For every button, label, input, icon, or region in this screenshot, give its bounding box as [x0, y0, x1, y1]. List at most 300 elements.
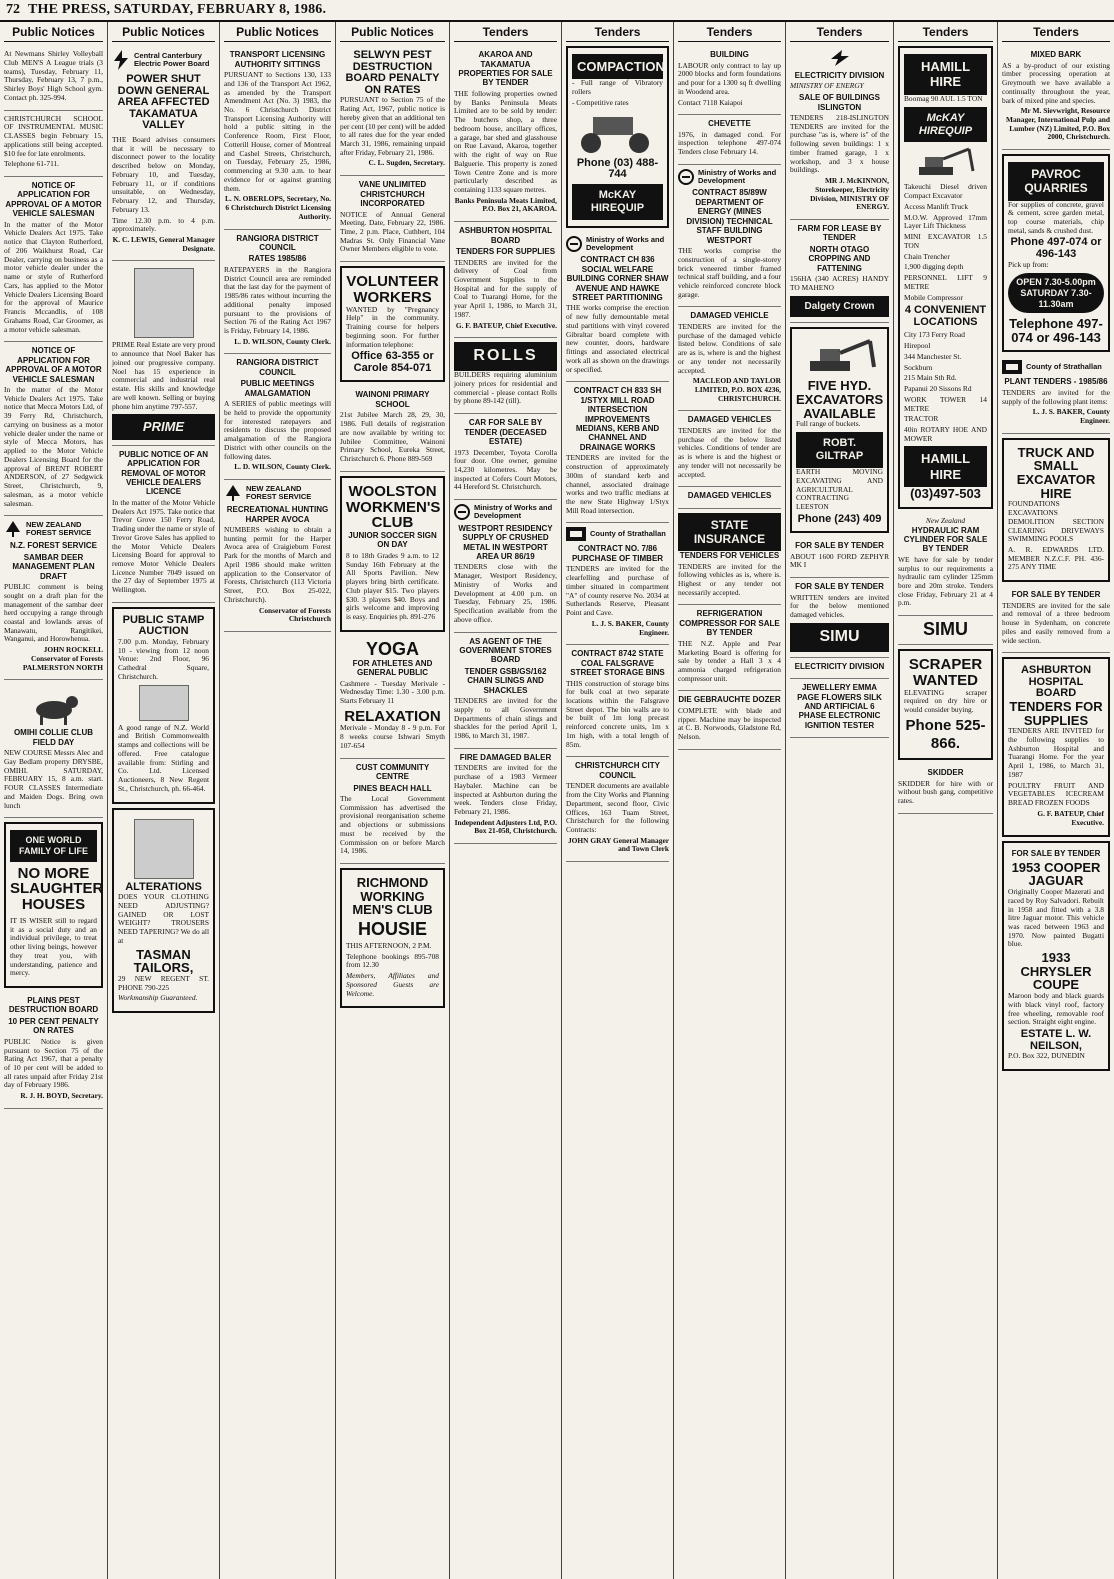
- notice-heading: NOTICE OF APPLICATION FOR APPROVAL OF A MOTOR VEHICLE SALESMAN: [5, 346, 102, 384]
- notice-signature: JOHN ROCKELL Conservator of Forests PALMERSTON NORTH: [22, 645, 103, 672]
- tender-akaroa-properties: [454, 46, 557, 222]
- tender-heading: ELECTRICITY DIVISION: [794, 661, 885, 671]
- notice-phone: Telephone 61-711.: [4, 159, 60, 169]
- notice-salesman-1: [4, 177, 103, 342]
- equipment-label: WORK TOWER 14 METRE: [904, 394, 987, 413]
- notice-subheading: PUBLIC MEETINGS AMALGAMATION: [240, 379, 315, 398]
- tender-text: 156HA (340 ACRES) HANDY TO MAHENO: [790, 274, 889, 292]
- notice-community-centres: [340, 759, 445, 864]
- tender-heading: AS AGENT OF THE GOVERNMENT STORES BOARD: [459, 636, 552, 665]
- tender-heading: TENDERS FOR VEHICLES: [679, 551, 780, 561]
- equipment-label: TRACTOR: [904, 414, 939, 424]
- tender-text: TENDERS are invited for the sale and removal of a three bedroom house in Sydenham, on concrete piles and easily removed from a wide section.: [1002, 600, 1110, 645]
- column-heading: Tenders: [898, 22, 993, 42]
- tender-text: ABOUT 1600 FORD ZEPHYR MK I: [790, 551, 889, 570]
- stamp-time: 7.00 p.m. Monday, February 10 - viewing from 12 noon Venue: 2nd Floor, 96 Cathedral Square, Christchurch.: [118, 637, 209, 681]
- tender-text: LABOUR only contract to lay up 2000 blocks and form foundations and pour for a 1300 sq ft dwelling in Woodend area.: [678, 60, 781, 96]
- tender-heading: JEWELLERY EMMA PAGE FLOWERS SILK AND ARTIFICIAL 6 PHASE ELECTRONIC IGNITION TESTER: [797, 683, 882, 730]
- tender-heading: REFRIGERATION COMPRESSOR FOR SALE BY TENDER: [679, 609, 780, 638]
- tender-heading: ASHBURTON HOSPITAL BOARD: [458, 226, 553, 245]
- pickup-label: Pick up from:: [1008, 259, 1049, 269]
- forest-logo: [4, 520, 103, 538]
- tender-text: TENDERS are invited for the purchase of a 1983 Vermeer Haybaler. Machine can be inspected at Ashburton during the week. Tenders close Friday, February 21, 1986.: [454, 763, 557, 816]
- notice-text: 21st Jubilee March 28, 29, 30, 1986. Full details of registration are now available by writing to: Jubilee Committee, Wainoni Primary School, Eureka Street, Christchurch 6. Phone 889-569: [340, 410, 445, 464]
- notice-signature: C. L. Sugden, Secretary.: [368, 158, 445, 168]
- simu-logo: SIMU: [923, 619, 968, 640]
- location-item: Hirepool: [904, 341, 931, 351]
- notice-heading: PLAINS PEST DESTRUCTION BOARD: [8, 996, 99, 1015]
- dalgety-logo: Dalgety Crown: [790, 296, 889, 318]
- page-columns: [0, 22, 1114, 1579]
- estate-name: ESTATE L. W. NEILSON,: [1020, 1028, 1092, 1052]
- pavroc-telephone: Telephone 497-074 or 496-143: [1009, 316, 1103, 345]
- column-7: [674, 22, 786, 1579]
- tender-heading: FOR SALE BY TENDER: [795, 582, 884, 592]
- tender-signature: Banks Peninsula Meats Limited, P.O. Box 21, AKAROA.: [454, 195, 557, 214]
- notice-subheading: N.Z. FOREST SERVICE: [10, 541, 97, 551]
- tender-heading: AKAROA AND TAKAMATUA PROPERTIES FOR SALE BY TENDER: [458, 50, 553, 88]
- giltrap-text: EARTH MOVING EXCAVATING AND AGRICULTURAL CONTRACTING LEESTON: [796, 467, 883, 511]
- compaction-line-2: - Competitive rates: [572, 97, 629, 107]
- notice-text: In the matter of the Motor Vehicle Dealers Act 1975. Take notice that Mecca Motors Ltd, of 39 Ferry Rd, Christchurch, carrying on business as a motor vehicle dealer under the name or style of Mecca Motors, has applied to the Motor Vehicle Dealers Licensing Board for the approval of BRENT ROBERT ANDERSON, of 27 Sedgwick Street, Christchurch, 9, salesman, as a motor vehicle salesman.: [4, 385, 103, 508]
- notice-wainoni-school: [340, 386, 445, 471]
- notice-text: PURSUANT to Sections 130, 133 and 136 of the Transport Act 1962, as amended by the Transport Amendment Act (No. 3) 1983, the No. 6 Christchurch District Transport Licensing Authority will hold a public sitting in the Conference Room, First Floor, Cotterill House, corner of Montreal and Cashel Streets, Christchurch, on Tuesday, February 25, 1986, commencing at 9.30 a.m. to hear evidence for or against granting them.: [224, 70, 331, 193]
- alter-heading: ALTERATIONS: [125, 880, 202, 893]
- tender-fire-damaged-baler: [454, 749, 557, 844]
- notice-music-school: [4, 111, 103, 177]
- location-item: Papanui 20 Sissons Rd: [904, 384, 972, 394]
- tender-heading: HYDRAULIC RAM CYLINDER FOR SALE BY TENDER: [903, 525, 988, 554]
- notice-plains-pest: [4, 992, 103, 1109]
- ashburton-heading: ASHBURTON HOSPITAL BOARD: [1020, 664, 1092, 700]
- tender-signature: MR J. McKINNON, Storekeeper, Electricity Division, MINISTRY OF ENERGY.: [810, 176, 889, 212]
- tender-text: THE works comprise the construction of a single-storey brick veneered timber framed technical staff building, and a four vehicle reinforced concrete block garage.: [678, 246, 781, 299]
- notice-heading: PINES BEACH HALL: [353, 783, 432, 793]
- notice-woolston-club: [340, 476, 445, 632]
- notice-transport-licensing: [224, 46, 331, 229]
- giltrap-name: ROBT. GILTRAP: [796, 432, 883, 468]
- ad-text: BUILDERS requiring aluminium joinery prices for residential and commercial - please contact Rolls by phone 89-142 (till).: [454, 370, 557, 406]
- newspaper-title: THE PRESS, SATURDAY, FEBRUARY 8, 1986.: [28, 2, 327, 17]
- tender-electricity-2: [790, 658, 889, 679]
- chrysler-heading: 1933 CHRYSLER COUPE: [1020, 950, 1092, 993]
- tender-text: 1973 December, Toyota Corolla four door. One owner, genuine 14,230 kilometres. May be inspected at Cofers Court Motors, 44 Hereford St. Christchurch.: [454, 447, 557, 492]
- tender-refrigeration: [678, 605, 781, 691]
- tender-text: TENDERS are invited for the supply to all Government Departments of chain slings and shackles for the period April 1, 1986, to March 31, 1987.: [454, 696, 557, 741]
- mow-logo: [454, 504, 557, 521]
- housie-footer: Members, Affiliates and Sponsored Guests are Welcome.: [346, 971, 439, 998]
- notice-signature: L. D. WILSON, County Clerk.: [234, 336, 331, 346]
- tender-text: THE N.Z. Apple and Pear Marketing Board is offering for sale by tender a Hall 3 x 4 ammonia charged refrigeration compressor unit.: [678, 638, 781, 683]
- notice-text: In the matter of the Motor Vehicle Dealers Act 1975. Take notice that Clayton Rutherford, of 206 Waikhurst Road, Car Dealer, carrying on business as a motor vehicle dealer under the name or style of Rutherford Cars, has applied to the Motor Vehicle Dealers Licensing Board for the approval of Maurice Francis Mccandlis, of 108 Grahams Road, Car Groomer, as a motor vehicle salesman.: [4, 219, 103, 334]
- compaction-heading: COMPACTION: [572, 54, 663, 79]
- tender-mow-crushed-metal: [454, 500, 557, 632]
- tender-ford-zephyr: [790, 537, 889, 578]
- notice-text: Cashmere - Tuesday Merivale - Wednesday Time: 1.30 - 3.00 p.m. Starts February 11: [340, 678, 445, 705]
- relaxation-heading: RELAXATION: [344, 707, 441, 725]
- tailor-firm: TASMAN TAILORS,: [133, 946, 194, 976]
- mow-logo: [678, 169, 781, 186]
- tender-farm-lease: [790, 220, 889, 323]
- scraper-text: ELEVATING scraper required on dry hire or would consider buying.: [904, 687, 987, 715]
- tender-hydraulic-ram: [898, 513, 993, 616]
- column-3: [220, 22, 336, 1579]
- tender-damaged-vehicle: [678, 307, 781, 411]
- location-item: City 173 Ferry Road: [904, 330, 965, 340]
- tender-signature: JOHN GRAY General Manager and Town Clerk: [567, 835, 669, 854]
- figure-illustration: [134, 819, 194, 879]
- tender-ashburton-supplies: [1002, 657, 1110, 837]
- notice-text: A SERIES of public meetings will be held to provide the opportunity for interested ratepayers and residents to discuss the proposed amalgamation of the Rangiora District with other councils on the following dates.: [224, 399, 331, 461]
- notice-signature: L. D. WILSON, County Clerk.: [234, 462, 331, 472]
- tender-damaged-vehicles-2: [678, 411, 781, 487]
- roller-icon: [573, 111, 663, 155]
- jaguar-heading: 1953 COOPER JAGUAR: [1011, 859, 1101, 889]
- tender-subheading: TENDERS FOR SUPPLIES: [455, 247, 556, 257]
- tender-damaged-vehicles-3: [678, 487, 781, 508]
- state-insurance-logo: STATE INSURANCE: [678, 513, 781, 551]
- tender-mow-social-welfare: [566, 232, 669, 383]
- mow-brand: Ministry of Works and Development: [474, 503, 553, 521]
- notice-text: PURSUANT to Section 75 of the Rating Act, 1967, public notice is hereby given that an additional ten per cent (10 per cent) will be added to all rates due for the year ended March 31, 1986, remaining unpaid after Friday, February 21, 1986.: [340, 95, 445, 157]
- notice-salesman-2: [4, 342, 103, 516]
- notice-text: A good range of N.Z. World and British Commonwealth stamps and collections will be offered. Free catalogue available from: Stirling and Co. Ltd. Licensed Auctioneers, 8 New Regent St., Christchurch, ph. 66-464.: [118, 722, 209, 793]
- tailor-footer: Workmanship Guaranteed.: [118, 993, 198, 1003]
- column-heading: Public Notices: [224, 22, 331, 42]
- volunteer-phone: Office 63-355 or Carole 854-071: [351, 350, 434, 374]
- notice-heading: RECREATIONAL HUNTING HARPER AVOCA: [226, 505, 329, 524]
- tender-car-deceased: [454, 414, 557, 500]
- tender-heading: CONTRACT CH 836 SOCIAL WELFARE BUILDING CORNER SHAW AVENUE AND HAWKE STREET PARTITIONING: [566, 255, 669, 302]
- tender-heading: CONTRACT NO. 7/86 PURCHASE OF TIMBER: [571, 544, 664, 563]
- notice-signature: R. J. H. BOYD, Secretary.: [20, 1091, 103, 1101]
- tender-text: TENDERS ARE INVITED for the following supplies to Ashburton Hospital and Tuarangi Home. For the year April 1, 1986, to March 31, 1987: [1008, 726, 1104, 779]
- mckay-logo: McKAY HIREQUIP: [572, 184, 663, 220]
- notice-text: RATEPAYERS in the Rangiora District Council area are reminded that the last day for the payment of 1985/86 rates without incurring the additional penalty imposed pursuant to the provisions of Section 76 of the Rating Act 1967 is Friday, February 14, 1986.: [224, 264, 331, 335]
- column-heading: Public Notices: [340, 22, 445, 42]
- ashburton-subheading: TENDERS FOR SUPPLIES: [1009, 698, 1103, 728]
- notice-text: PUBLIC comment is being sought on a draft plan for the management of the sambar deer herd occupying a range through coastal and lowlands areas of Manawatu, Rangitikei, Wanganui, and Horowhenua.: [4, 582, 103, 644]
- notice-subheading: JUNIOR SOCCER SIGN ON DAY: [348, 531, 437, 550]
- selwyn-heading: SELWYN PEST DESTRUCTION BOARD PENALTY ON RATES: [345, 49, 440, 96]
- tender-contact: Contact 7118 Kaiapoi: [678, 97, 743, 107]
- equipment-label: Mobile Compressor: [904, 292, 963, 302]
- tender-text: TENDERS are invited for the delivery of Coal from Government Supplies to the Hospital and for the supply of Coal to Tuarangi Home, for the year April 1, 1986, to March 31, 1987.: [454, 257, 557, 319]
- page-number: 72: [6, 2, 20, 17]
- tender-text: TENDERS are invited for the supply of the following plant items:: [1002, 387, 1110, 406]
- notice-subheading: 10 PER CENT PENALTY ON RATES: [8, 1016, 99, 1036]
- family-heading: ONE WORLD FAMILY OF LIFE: [10, 830, 97, 861]
- tender-heading: BUILDING: [710, 50, 749, 60]
- column-heading: Tenders: [566, 22, 669, 42]
- tender-text: WRITTEN tenders are invited for the below mentioned damaged vehicles.: [790, 592, 889, 620]
- notice-text: NEW COURSE Messrs Alec and Gay Bedlam property DRYSBE, OMIHI. SATURDAY, FEBRUARY 15, 8 a.m. start. FOUR CLASSES Intermediate and Maiden Dogs. Bring own lunch: [4, 748, 103, 810]
- notice-power-shutdown: [112, 46, 215, 261]
- cce-brand: Central Canterbury Electric Power Board: [134, 50, 210, 69]
- mckay-logo: McKAY HIREQUIP: [904, 107, 987, 143]
- mow-logo: [566, 236, 669, 253]
- notice-prime-real-estate: [112, 261, 215, 445]
- ad-truck-excavator-hire: [1002, 438, 1110, 582]
- ed-sub: MINISTRY OF ENERGY: [790, 81, 864, 91]
- tender-heading: FIRE DAMAGED BALER: [459, 752, 552, 762]
- notice-heading: PUBLIC NOTICE OF AN APPLICATION FOR REMOVAL OF MOTOR VEHICLE DEALERS LICENCE: [118, 449, 209, 497]
- ed-brand: ELECTRICITY DIVISION: [794, 70, 885, 80]
- housie-phone: Telephone bookings 895-708 from 12.30: [346, 951, 439, 970]
- dog-icon: [24, 686, 84, 726]
- compact-excavator-icon: [911, 145, 981, 181]
- tender-text: THE works comprise the erection of new fully demountable metal stud partitions with vinyl covered Gibraltar board complete with new counter, doors, hardware fittings and associated electrical work all as shown on the drawings or specified.: [566, 303, 669, 374]
- compaction-phone: Phone (03) 488-744: [576, 156, 659, 181]
- strath-brand: County of Strathallan: [590, 529, 666, 539]
- truck-signature: A. R. EDWARDS LTD. MEMBER N.Z.C.F. PH. 436-275 ANY TIME: [1008, 545, 1104, 572]
- notice-forest-service: [4, 516, 103, 680]
- skidder-heading: SKIDDER: [927, 768, 964, 778]
- tender-text: THIS construction of storage bins for bulk coal at two separate locations within the Falsgrave Street depot. The bin walls are to be built of 1m long precast reinforced concrete units, 1m x 1m high, with a total length of 85m.: [566, 678, 669, 749]
- compaction-line-1: - Full range of Vibratory rollers: [572, 78, 663, 97]
- pavroc-logo: PAVROC QUARRIES: [1008, 162, 1104, 200]
- tender-text: 1976, in damaged cond. For inspection telephone 497-074 Tenders close February 14.: [678, 129, 781, 157]
- notice-heading: RANGIORA DISTRICT COUNCIL: [236, 358, 319, 377]
- locations-heading: 4 CONVENIENT LOCATIONS: [904, 304, 987, 328]
- notice-signature: Conservator of Forests Christchurch: [259, 605, 331, 624]
- tender-subheading: TENDER GSB/GS/162 CHAIN SLINGS AND SHACKLES: [464, 666, 547, 695]
- ad-compaction: [566, 46, 669, 228]
- tender-mow-styx-mill: [566, 382, 669, 523]
- estate-address: P.O. Box 322, DUNEDIN: [1008, 1051, 1085, 1061]
- notice-selwyn-pest: [340, 46, 445, 176]
- notice-recreational-hunting: [224, 480, 331, 632]
- tender-text: WE have for sale by tender surplus to our requirements a hydraulic ram cylinder 125mm bore and 20m stroke. Tenders close Friday, February 21 at 4 p.m.: [898, 554, 993, 608]
- notice-yoga: [340, 636, 445, 759]
- location-item: 344 Manchester St.: [904, 351, 962, 361]
- strath-brand: County of Strathallan: [1026, 362, 1102, 372]
- county-icon: [566, 527, 586, 541]
- equipment-label: Access Manlift Truck: [904, 201, 969, 211]
- tender-government-stores: [454, 633, 557, 749]
- equipment-label: Takeuchi Diesel driven Compact Excavator: [904, 182, 987, 201]
- scraper-heading: SCRAPER WANTED: [908, 656, 983, 689]
- skidder-text: SKIDDER for hire with or without bush gang, competitive rates.: [898, 778, 993, 806]
- equipment-label: Chain Trencher: [904, 251, 950, 261]
- truck-heading: TRUCK AND SMALL EXCAVATOR HIRE: [1016, 444, 1096, 501]
- tender-state-insurance: [678, 509, 781, 606]
- ad-hamill-hire: [898, 46, 993, 509]
- tender-heading: SALE OF BUILDINGS ISLINGTON: [799, 93, 880, 112]
- tender-text: TENDERS are invited for the purchase of the damaged vehicle listed below. Conditions of sale are as is, where is and the highest or any tender not necessarily accepted.: [678, 321, 781, 375]
- excavators-sub: Full range of buckets.: [796, 419, 861, 429]
- tender-heading: WESTPORT RESIDENCY SUPPLY OF CRUSHED METAL IN WESTPORT AREA UR 86/19: [458, 523, 553, 561]
- tender-heading: CHRISTCHURCH CITY COUNCIL: [575, 761, 660, 780]
- tender-heading: CHEVETTE: [708, 119, 751, 129]
- forest-brand: NEW ZEALAND FOREST SERVICE: [26, 520, 92, 538]
- notice-heading: OMIHI COLLIE CLUB FIELD DAY: [13, 728, 94, 747]
- tender-heading: DAMAGED VEHICLES: [687, 491, 772, 501]
- tender-damaged-vehicles: [790, 578, 889, 658]
- column-heading: Tenders: [678, 22, 781, 42]
- notice-subheading: RATES 1985/86: [248, 254, 307, 264]
- tender-heading: FOR SALE BY TENDER: [795, 541, 884, 551]
- tender-text: TENDERS are invited for the clearfelling and purchase of timber situated in compartment "A" of county reserve No. 2034 at Sutherlands Reserve, Pleasant Point and Cave.: [566, 564, 669, 618]
- equipment-label: M.O.W. Approved 17mm Layer Lift Thickness: [904, 212, 987, 231]
- excavator-icon: [800, 337, 880, 377]
- notice-volunteer-workers: [340, 266, 445, 382]
- tender-heading: CONTRACT CH 833 SH 1/STYX MILL ROAD INTERSECTION IMPROVEMENTS MEDIANS, KERB AND CHANNEL AND DRAINAGE WORKS: [573, 386, 662, 452]
- tender-house-removal: [1002, 586, 1110, 653]
- tender-building: [678, 46, 781, 115]
- location-item: Sockburn: [904, 362, 933, 372]
- tender-signature: MACLEOD AND TAYLOR LIMITED, P.O. BOX 4236, CHRISTCHURCH.: [692, 376, 781, 403]
- notice-one-world-family: [4, 822, 103, 988]
- equipment-label: MINI EXCAVATOR 1.5 TON: [904, 232, 987, 250]
- notice-collie-club: [4, 680, 103, 818]
- tender-classic-cars: [1002, 841, 1110, 1071]
- tender-mow-state-coal: [566, 645, 669, 757]
- location-item: 215 Main Sth Rd.: [904, 373, 957, 383]
- column-10: [998, 22, 1114, 1579]
- tender-strathallan-timber: [566, 523, 669, 645]
- column-heading: Tenders: [790, 22, 889, 42]
- notice-text: DOES YOUR CLOTHING NEED ADJUSTING? GAINED OR LOST WEIGHT? TROUSERS NEED TAPERING? We do all at: [118, 892, 209, 945]
- new-zealand-logo: New Zealand: [925, 515, 966, 525]
- tree-icon: [224, 484, 242, 502]
- mow-brand: Ministry of Works and Development: [586, 234, 665, 252]
- tender-signature: L. J. S. BAKER, County Engineer.: [1032, 407, 1110, 426]
- hamill-phone: (03)497-503: [910, 486, 981, 502]
- housie-heading: HOUSIE: [357, 919, 427, 940]
- tender-chevette: [678, 115, 781, 165]
- notice-heading: CUST COMMUNITY CENTRE: [355, 762, 430, 782]
- ad-excavators: [790, 327, 889, 533]
- column-4: [336, 22, 450, 1579]
- notice-heading: RANGIORA DISTRICT COUNCIL: [236, 233, 319, 252]
- tender-text: TENDERS are invited for the construction of approximately 300m of standard kerb and channel, associated drainage works and two traffic medians at the new State Highway 1/Styx Mill Road intersection.: [566, 453, 669, 515]
- equipment-label: Boomag 90 AUL 1.5 TON: [904, 93, 983, 103]
- pavroc-phone: Phone 497-074 or 496-143: [1010, 236, 1102, 260]
- portrait-photo: [134, 268, 194, 338]
- shutdown-heading: POWER SHUT DOWN GENERAL AREA AFFECTED TAKAMATUA VALLEY: [117, 73, 210, 132]
- column-heading: Public Notices: [112, 22, 215, 42]
- masthead: [0, 0, 1114, 22]
- tender-heading: FOR SALE BY TENDER: [1011, 849, 1101, 859]
- notice-text: NOTICE of Annual General Meeting. Date, February 22, 1986. Time, 2 p.m. Place, Cuthbert, 104 Madras St. Only Financial Vane Owner Members eligible to vote.: [340, 209, 445, 254]
- notice-licence-removal: [112, 446, 215, 603]
- notice-stamp-auction: [112, 607, 215, 804]
- tender-signature: Mr M. Sievwright, Resource Manager, International Pulp and Lumber (NZ) Limited, P.O. Box 2000, Christchurch.: [1005, 106, 1110, 142]
- tender-dozer: [678, 691, 781, 749]
- notice-text: THE Board advises consumers that it will be necessary to disconnect power to the locality described below on Monday, February 10, and Tuesday, February 11, or if conditions unsuitable, on Wednesday, February 12, and Thursday, February 13.: [112, 134, 215, 214]
- strath-logo: [1002, 360, 1110, 374]
- ad-rolls: [454, 338, 557, 414]
- tender-heading: PLANT TENDERS - 1985/86: [1004, 377, 1108, 387]
- ad-skidder: [898, 764, 993, 814]
- tender-text: TENDER documents are available from the City Works and Planning Department, second floor, Civic Offices, 163 Tuam Street, Christchurch for the following Contracts:: [566, 781, 669, 834]
- notice-text: CHRISTCHURCH SCHOOL OF INSTRUMENTAL MUSIC CLASSES begin February 15, applications still being accepted. $10 fee for late enrolments.: [4, 113, 103, 158]
- notice-heading: SAMBAR DEER MANAGEMENT PLAN DRAFT: [12, 552, 95, 581]
- housie-time: THIS AFTERNOON, 2 P.M.: [346, 940, 432, 950]
- tender-heading: FOR SALE BY TENDER: [1011, 590, 1101, 600]
- excavators-heading: FIVE HYD. EXCAVATORS AVAILABLE: [796, 378, 884, 421]
- column-2: [108, 22, 220, 1579]
- woolston-heading: WOOLSTON WORKMEN'S CLUB: [346, 482, 441, 532]
- notice-text: At Newmans Shirley Volleyball Club MEN'S A League trials (3 teams), Tuesday, February 11, Thursday, February 13, 7 p.m., Shirley Boys' High School gym. Contact ph. 325-994.: [4, 49, 103, 102]
- rolls-logo: ROLLS: [454, 342, 557, 371]
- truck-services: FOUNDATIONS EXCAVATIONS DEMOLITION SECTION CLEARING DRIVEWAYS SWIMMING POOLS: [1008, 499, 1104, 544]
- tailor-address: 29 NEW REGENT ST. PHONE 790-225: [118, 973, 209, 992]
- column-5: [450, 22, 562, 1579]
- notice-text: WANTED by "Pregnancy Help" in the community. Training course for helpers beginning soon. For further information telephone:: [346, 304, 439, 349]
- notice-text: NUMBERS wishing to obtain a hunting permit for the Harper Avoca area of Craigieburn Forest Park for the months of March and April 1986 should make written application to the Conservator of Forests, Christchurch (113 Victoria Street, P.O. Box 25-022, Christchurch).: [224, 524, 331, 604]
- tender-signature: G. F. BATEUP, Chief Executive.: [455, 320, 557, 330]
- notice-rangiora-meetings: [224, 354, 331, 480]
- column-8: [786, 22, 894, 1579]
- power-bolt-icon: [112, 50, 130, 70]
- tender-text: COMPLETE with blade and ripper. Machine may be inspected at C. B. Norwoods, Gladstone Rd, Nelson.: [678, 705, 781, 742]
- column-9: [894, 22, 998, 1579]
- prime-logo: PRIME: [112, 414, 215, 439]
- tender-heading: DIE GEBRAUCHTE DOZER: [678, 695, 781, 705]
- forest-brand: NEW ZEALAND FOREST SERVICE: [246, 483, 312, 502]
- strath-logo: [566, 527, 669, 541]
- richmond-heading: RICHMOND WORKING MEN'S CLUB: [352, 875, 433, 918]
- hamill-logo-2: HAMILL HIRE: [904, 446, 987, 487]
- notice-heading: WAINONI PRIMARY SCHOOL: [355, 390, 430, 409]
- notice-text: Merivale - Monday 8 - 9 p.m. For 8 weeks course Ishwari Smyth 107-654: [340, 723, 445, 750]
- column-heading: Public Notices: [4, 22, 103, 42]
- ministry-icon: [454, 504, 470, 520]
- equipment-label: 40in ROTARY HOE AND MOWER: [904, 425, 987, 443]
- notice-signature: L. N. OBERLOPS, Secretary, No. 6 Christchurch District Licensing Authority.: [225, 194, 331, 221]
- tender-heading: CONTRACT 85/89W DEPARTMENT OF ENERGY (MINES DIVISION) TECHNICAL STAFF BUILDING WESTPORT: [686, 188, 773, 245]
- yoga-heading: YOGA: [365, 638, 419, 659]
- tender-mixed-bark: [1002, 46, 1110, 150]
- tender-heading: CONTRACT 8742 STATE COAL FALSGRAVE STREET STORAGE BINS: [570, 649, 665, 678]
- ad-scraper-wanted: [898, 649, 993, 760]
- tender-text: TENDERS are invited for the purchase of the below listed vehicles. Conditions of tender are as is where is and the highest or any tender will not necessarily be accepted.: [678, 425, 781, 479]
- notice-text: In the matter of the Motor Vehicle Dealers Act 1975. Take notice that Trevor Grove 150 Ferry Road, Trading under the name or style of Trevor Grove Sales has applied to the Motor Vehicle Dealers Licensing Board for approval to remove Motor Vehicle Dealers Licence Number 7049 issued on the 27 day of September 1975 at Wellington.: [112, 497, 215, 595]
- hamill-logo: HAMILL HIRE: [904, 54, 987, 95]
- notice-time: Time 12.30 p.m. to 4 p.m. approximately.: [112, 215, 215, 234]
- notice-heading: VANE UNLIMITED CHRISTCHURCH INCORPORATED: [358, 180, 427, 209]
- opening-hours-badge: OPEN 7.30-5.00pm SATURDAY 7.30-11.30am: [1008, 273, 1104, 313]
- stamp-image: [139, 685, 189, 721]
- scraper-phone: Phone 525-866.: [905, 716, 986, 752]
- notice-heading: TRANSPORT LICENSING AUTHORITY SITTINGS: [229, 50, 326, 69]
- giltrap-phone: Phone (243) 409: [797, 512, 882, 525]
- ad-pavroc-quarries: [1002, 154, 1110, 352]
- column-1: [0, 22, 108, 1579]
- tender-text: TENDERS close with the Manager, Westport Residency, Ministry of Works and Development at 4.00 p.m. on Tuesday, February 25, 1986. Specification available from the above office.: [454, 562, 557, 624]
- stamp-heading: PUBLIC STAMP AUCTION: [122, 613, 205, 638]
- notice-heading: NOTICE OF APPLICATION FOR APPROVAL OF A MOTOR VEHICLE SALESMAN: [5, 180, 102, 219]
- notice-text: PUBLIC Notice is given pursuant to Section 75 of the Rating Act 1967, that a penalty of 10 per cent will be added to all rates unpaid after Friday 21st day of February 1986.: [4, 1036, 103, 1090]
- notice-rangiora-rates: [224, 230, 331, 355]
- equipment-label: PERSONNEL LIFT 9 METRE: [904, 273, 987, 291]
- tender-mow-westport-building: [678, 165, 781, 308]
- county-icon: [1002, 360, 1022, 374]
- tender-electricity-buildings: [790, 46, 889, 220]
- simu-logo: SIMU: [790, 623, 889, 652]
- ministry-icon: [678, 169, 694, 185]
- tender-christchurch-city: [566, 757, 669, 862]
- forest-logo: [224, 484, 331, 502]
- notice-tailors: [112, 808, 215, 1013]
- equipment-label: 1,900 digging depth: [904, 262, 964, 272]
- family-big-text: NO MORE SLAUGHTER HOUSES: [10, 864, 104, 914]
- tender-plant-strathallan: [1002, 356, 1110, 433]
- tender-signature: G. F. BATEUP, Chief Executive.: [1037, 808, 1104, 827]
- tender-heading: FARM FOR LEASE BY TENDER: [797, 224, 882, 243]
